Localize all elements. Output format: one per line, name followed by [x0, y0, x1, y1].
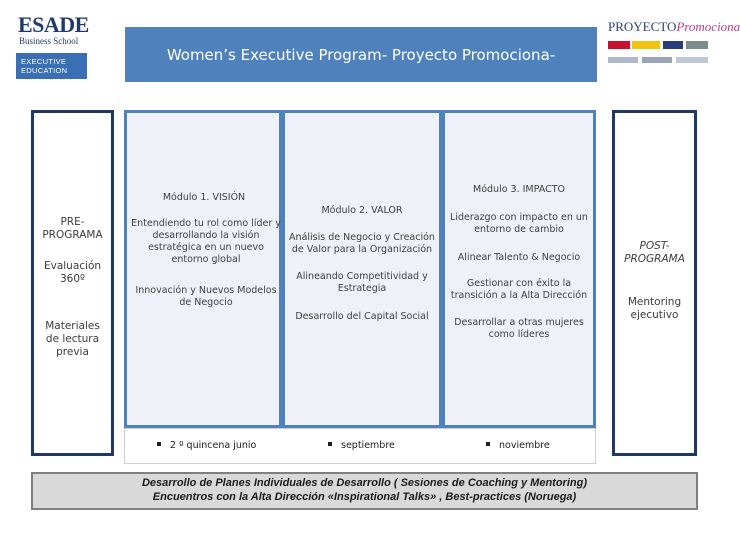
- m3-i4-line-1: Desarrollar a otras mujeres: [454, 317, 584, 328]
- module-3-date: [486, 440, 550, 451]
- exec-line-2: EDUCATION: [21, 66, 68, 75]
- post-programa-title: [615, 240, 694, 266]
- module-2-item-3: [284, 311, 440, 323]
- pre-programa-title: [34, 216, 111, 242]
- pre-item2-line-3: previa: [56, 346, 89, 358]
- module-3-date-text: noviembre: [499, 440, 550, 451]
- m1-i2-line-1: Innovación y Nuevos Modelos: [135, 285, 277, 296]
- pre-title-line-1: PRE-: [60, 216, 85, 228]
- pre-item-materiales: [34, 320, 111, 359]
- post-title-line-2: PROGRAMA: [624, 253, 685, 265]
- pre-title-line-2: PROGRAMA: [42, 229, 103, 241]
- module-1-frame: [124, 110, 282, 428]
- m3-i1-line-1: Liderazgo con impacto en un: [450, 212, 588, 223]
- m1-i1-line-2: desarrollando la visión: [152, 230, 260, 241]
- esade-subtitle: Business School: [19, 36, 79, 46]
- sponsor-logos-icon: [608, 40, 708, 50]
- partner-logos-icon: [608, 56, 708, 64]
- m2-i3-line-1: Desarrollo del Capital Social: [295, 311, 429, 322]
- banner-line-1: Desarrollo de Planes Individuales de Desarrollo ( Sesiones de Coaching y Mentoring): [141, 477, 587, 489]
- module-3-frame: [442, 110, 596, 428]
- program-title-banner: [125, 27, 597, 82]
- post-programa-box: [612, 110, 697, 456]
- module-1-date: [157, 440, 256, 451]
- module-1-item-2: [126, 285, 286, 309]
- pre-item1-line-2: 360º: [60, 273, 85, 285]
- bullet-icon: [157, 442, 161, 446]
- m1-i2-line-2: de Negocio: [179, 297, 233, 308]
- m3-i1-line-2: entorno de cambio: [474, 224, 564, 235]
- pre-item2-line-1: Materiales: [45, 320, 100, 332]
- pre-item1-line-1: Evaluación: [43, 260, 102, 272]
- m1-i1-line-1: Entendiendo tu rol como líder y: [131, 218, 281, 229]
- bullet-icon: [486, 442, 490, 446]
- program-title: Women’s Executive Program- Proyecto Promociona-: [166, 45, 556, 64]
- promociona-logo: [608, 20, 740, 34]
- module-2-item-1: [284, 232, 440, 256]
- executive-education-badge: [16, 53, 87, 79]
- m3-i3-line-1: Gestionar con éxito la: [466, 278, 572, 289]
- post-item1-line-1: Mentoring: [627, 296, 682, 308]
- esade-logo: ESADE: [18, 12, 89, 37]
- m1-i1-line-3: estratégica en un nuevo: [148, 242, 264, 253]
- module-1-title: Módulo 1. VISIÓN: [162, 192, 246, 203]
- m1-i1-line-4: entorno global: [171, 254, 241, 265]
- module-3-item-1: [444, 212, 594, 236]
- module-2-item-2: [284, 271, 440, 295]
- m3-i3-line-2: transición a la Alta Dirección: [450, 290, 588, 301]
- module-2-date-text: septiembre: [341, 440, 395, 451]
- pre-item-evaluacion: [34, 260, 111, 286]
- post-item-mentoring: [615, 296, 694, 322]
- module-3-title: Módulo 3. IMPACTO: [473, 184, 565, 195]
- module-3-item-3: [444, 278, 594, 302]
- m2-i2-line-2: Estrategia: [337, 283, 387, 294]
- post-title-line-1: POST-: [639, 240, 670, 252]
- m2-i1-line-2: de Valor para la Organización: [291, 244, 433, 255]
- promociona-word: Promociona: [676, 19, 740, 34]
- module-1-date-text: 2 º quincena junio: [170, 440, 257, 451]
- module-2-title: Módulo 2. VALOR: [321, 205, 403, 216]
- m2-i2-line-1: Alineando Competitividad y: [296, 271, 428, 282]
- exec-line-1: EXECUTIVE: [21, 57, 67, 66]
- bullet-icon: [328, 442, 332, 446]
- module-2-frame: [282, 110, 442, 428]
- m3-i2-line-1: Alinear Talento & Negocio: [457, 252, 581, 263]
- m3-i4-line-2: como líderes: [488, 329, 550, 340]
- module-2-date: [328, 440, 395, 451]
- promociona-pre: PROYECTO: [608, 19, 677, 34]
- module-3-item-2: [444, 252, 594, 264]
- module-3-item-4: [444, 317, 594, 341]
- pre-item2-line-2: de lectura: [45, 333, 100, 345]
- m2-i1-line-1: Análisis de Negocio y Creación: [289, 232, 435, 243]
- banner-line-2: Encuentros con la Alta Dirección «Inspirational Talks» , Best-practices (Noruega): [152, 491, 577, 503]
- module-1-item-1: [126, 218, 286, 266]
- post-item1-line-2: ejecutivo: [630, 309, 679, 321]
